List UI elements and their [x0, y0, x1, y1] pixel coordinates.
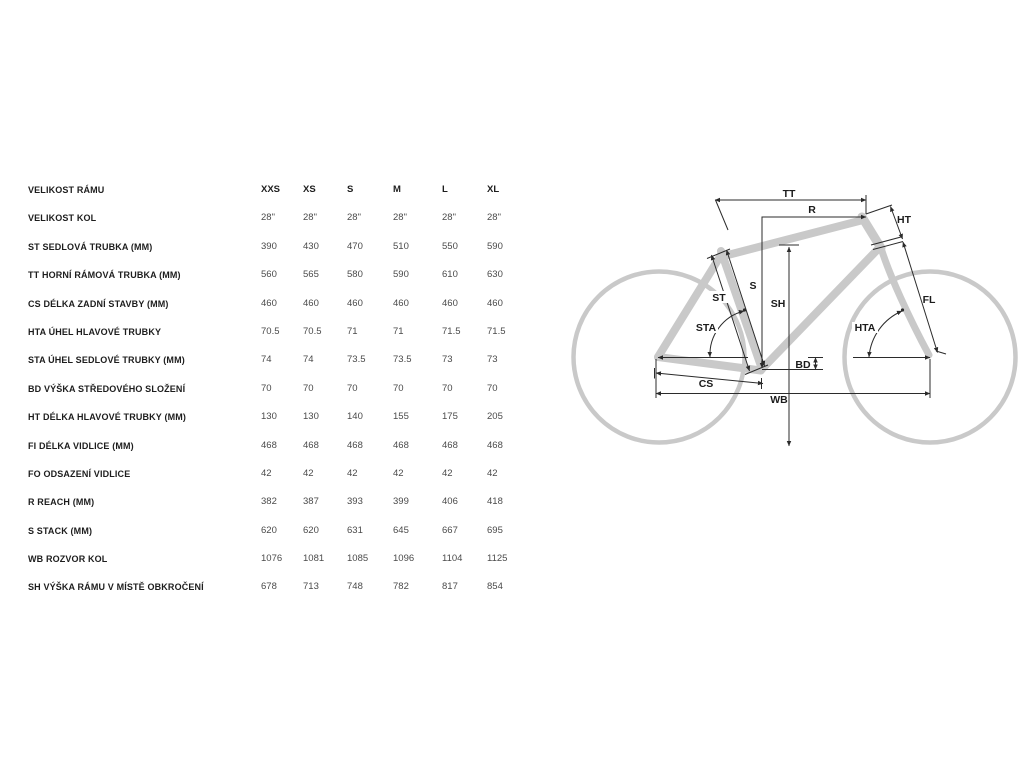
- label-tt: TT: [782, 188, 796, 200]
- table-header-row: [28, 176, 522, 204]
- label-hta: HTA: [854, 322, 876, 334]
- cell-value: 854: [487, 581, 503, 593]
- table-row: [28, 204, 522, 232]
- tt-extension-left: [716, 200, 729, 230]
- cell-value: 460: [347, 297, 363, 309]
- cell-value: 71.5: [487, 325, 506, 337]
- cell-value: 667: [442, 524, 458, 536]
- label-s: S: [749, 280, 757, 292]
- cell-value: 510: [393, 240, 409, 252]
- cell-value: 1096: [393, 553, 415, 565]
- table-row: [28, 432, 522, 460]
- row-label: STA ÚHEL SEDLOVÉ TRUBKY (MM): [28, 355, 185, 366]
- wheels: [574, 272, 1016, 443]
- cell-value: 560: [261, 269, 277, 281]
- cell-value: 70: [347, 382, 358, 394]
- cell-value: 631: [347, 524, 363, 536]
- cell-value: 1125: [487, 553, 508, 565]
- row-label: R REACH (MM): [28, 497, 95, 508]
- frame-size-header-label: VELIKOST RÁMU: [28, 185, 105, 195]
- hta-arc-dot: [901, 308, 904, 311]
- table-row: [28, 517, 522, 545]
- cell-value: 73.5: [393, 354, 412, 366]
- size-column-header: M: [393, 184, 401, 195]
- size-column-header: XS: [303, 184, 316, 195]
- cell-value: 42: [393, 467, 404, 479]
- cell-value: 175: [442, 411, 458, 423]
- cell-value: 130: [303, 411, 319, 423]
- row-label: SH VÝŠKA RÁMU V MÍSTĚ OBKROČENÍ: [28, 582, 204, 593]
- table-row: [28, 545, 522, 573]
- cell-value: 460: [261, 297, 277, 309]
- bike-geometry-diagram: [555, 185, 1024, 457]
- row-label: FO ODSAZENÍ VIDLICE: [28, 468, 131, 479]
- cell-value: 468: [442, 439, 458, 451]
- label-fl: FL: [922, 294, 936, 306]
- size-column-header: XXS: [261, 184, 281, 195]
- label-sta: STA: [695, 322, 717, 334]
- cell-value: 610: [442, 269, 458, 281]
- table-row: [28, 233, 522, 261]
- cell-value: 620: [303, 524, 319, 536]
- cell-value: 70.5: [261, 325, 280, 337]
- seat-tube: [721, 251, 762, 369]
- cell-value: 28": [347, 212, 361, 224]
- cell-value: 460: [442, 297, 458, 309]
- table-row: [28, 488, 522, 516]
- cell-value: 155: [393, 411, 409, 423]
- cell-value: 205: [487, 411, 503, 423]
- cell-value: 140: [347, 411, 363, 423]
- cell-value: 630: [487, 269, 503, 281]
- label-sh: SH: [770, 298, 786, 310]
- cell-value: 782: [393, 581, 409, 593]
- table-row: [28, 346, 522, 374]
- cell-value: 73: [442, 354, 453, 366]
- label-ht: HT: [897, 214, 911, 226]
- label-cs: CS: [698, 378, 714, 390]
- table-row: [28, 460, 522, 488]
- cell-value: 74: [303, 354, 314, 366]
- row-label: HTA ÚHEL HLAVOVÉ TRUBKY: [28, 326, 162, 337]
- cell-value: 695: [487, 524, 503, 536]
- hta-angle-arc: [869, 311, 902, 357]
- cell-value: 28": [393, 212, 407, 224]
- cell-value: 70: [261, 382, 272, 394]
- row-label: HT DÉLKA HLAVOVÉ TRUBKY (MM): [28, 412, 187, 423]
- cell-value: 678: [261, 581, 277, 593]
- table-row: [28, 573, 522, 601]
- cell-value: 550: [442, 240, 458, 252]
- row-label: WB ROZVOR KOL: [28, 554, 108, 565]
- cell-value: 620: [261, 524, 277, 536]
- cell-value: 460: [393, 297, 409, 309]
- cell-value: 42: [261, 467, 272, 479]
- cell-value: 1085: [347, 553, 369, 565]
- row-label: BD VÝŠKA STŘEDOVÉHO SLOŽENÍ: [28, 383, 186, 394]
- cell-value: 73.5: [347, 354, 366, 366]
- cell-value: 70: [303, 382, 314, 394]
- cell-value: 565: [303, 269, 319, 281]
- cell-value: 28": [487, 212, 501, 224]
- table-row: [28, 261, 522, 289]
- cell-value: 390: [261, 240, 277, 252]
- cell-value: 590: [393, 269, 409, 281]
- cell-value: 71: [393, 325, 404, 337]
- row-label: CS DÉLKA ZADNÍ STAVBY (MM): [28, 298, 169, 309]
- cell-value: 1081: [303, 553, 325, 565]
- cell-value: 387: [303, 496, 319, 508]
- cell-value: 468: [487, 439, 503, 451]
- cell-value: 130: [261, 411, 277, 423]
- top-tube: [724, 220, 863, 256]
- cell-value: 1076: [261, 553, 283, 565]
- table-row: [28, 318, 522, 346]
- size-column-header: L: [442, 184, 448, 195]
- row-label: FI DÉLKA VIDLICE (MM): [28, 440, 134, 451]
- cell-value: 817: [442, 581, 458, 593]
- cell-value: 468: [261, 439, 277, 451]
- cell-value: 460: [303, 297, 319, 309]
- cell-value: 406: [442, 496, 458, 508]
- cell-value: 28": [261, 212, 275, 224]
- label-st: ST: [712, 292, 726, 304]
- label-wb: WB: [770, 394, 788, 406]
- sta-angle-arc: [710, 311, 744, 357]
- cell-value: 71.5: [442, 325, 461, 337]
- cell-value: 748: [347, 581, 363, 593]
- cell-value: 42: [487, 467, 498, 479]
- cell-value: 430: [303, 240, 319, 252]
- cell-value: 460: [487, 297, 503, 309]
- cell-value: 70: [487, 382, 498, 394]
- cell-value: 382: [261, 496, 277, 508]
- cell-value: 28": [442, 212, 456, 224]
- cell-value: 42: [347, 467, 358, 479]
- ht-tick-top: [866, 205, 892, 214]
- size-column-header: XL: [487, 184, 500, 195]
- cell-value: 418: [487, 496, 503, 508]
- row-label: VELIKOST KOL: [28, 213, 97, 224]
- cell-value: 73: [487, 354, 498, 366]
- cell-value: 645: [393, 524, 409, 536]
- cell-value: 470: [347, 240, 363, 252]
- row-label: S STACK (MM): [28, 525, 93, 536]
- cell-value: 42: [303, 467, 314, 479]
- row-label: ST SEDLOVÁ TRUBKA (MM): [28, 241, 153, 252]
- table-row: [28, 375, 522, 403]
- cell-value: 713: [303, 581, 319, 593]
- cell-value: 1104: [442, 553, 463, 565]
- cell-value: 70: [442, 382, 453, 394]
- table-row: [28, 290, 522, 318]
- cell-value: 590: [487, 240, 503, 252]
- cell-value: 468: [393, 439, 409, 451]
- label-bd: BD: [795, 359, 811, 371]
- table-row: [28, 403, 522, 431]
- cell-value: 70.5: [303, 325, 322, 337]
- cell-value: 399: [393, 496, 409, 508]
- cell-value: 74: [261, 354, 272, 366]
- size-column-header: S: [347, 184, 354, 195]
- cell-value: 468: [347, 439, 363, 451]
- geometry-table: [28, 176, 522, 602]
- cell-value: 71: [347, 325, 358, 337]
- label-r: R: [808, 204, 816, 216]
- cell-value: 393: [347, 496, 363, 508]
- cell-value: 28": [303, 212, 317, 224]
- cell-value: 70: [393, 382, 404, 394]
- cell-value: 468: [303, 439, 319, 451]
- cell-value: 42: [442, 467, 453, 479]
- cell-value: 580: [347, 269, 363, 281]
- row-label: TT HORNÍ RÁMOVÁ TRUBKA (MM): [28, 270, 181, 281]
